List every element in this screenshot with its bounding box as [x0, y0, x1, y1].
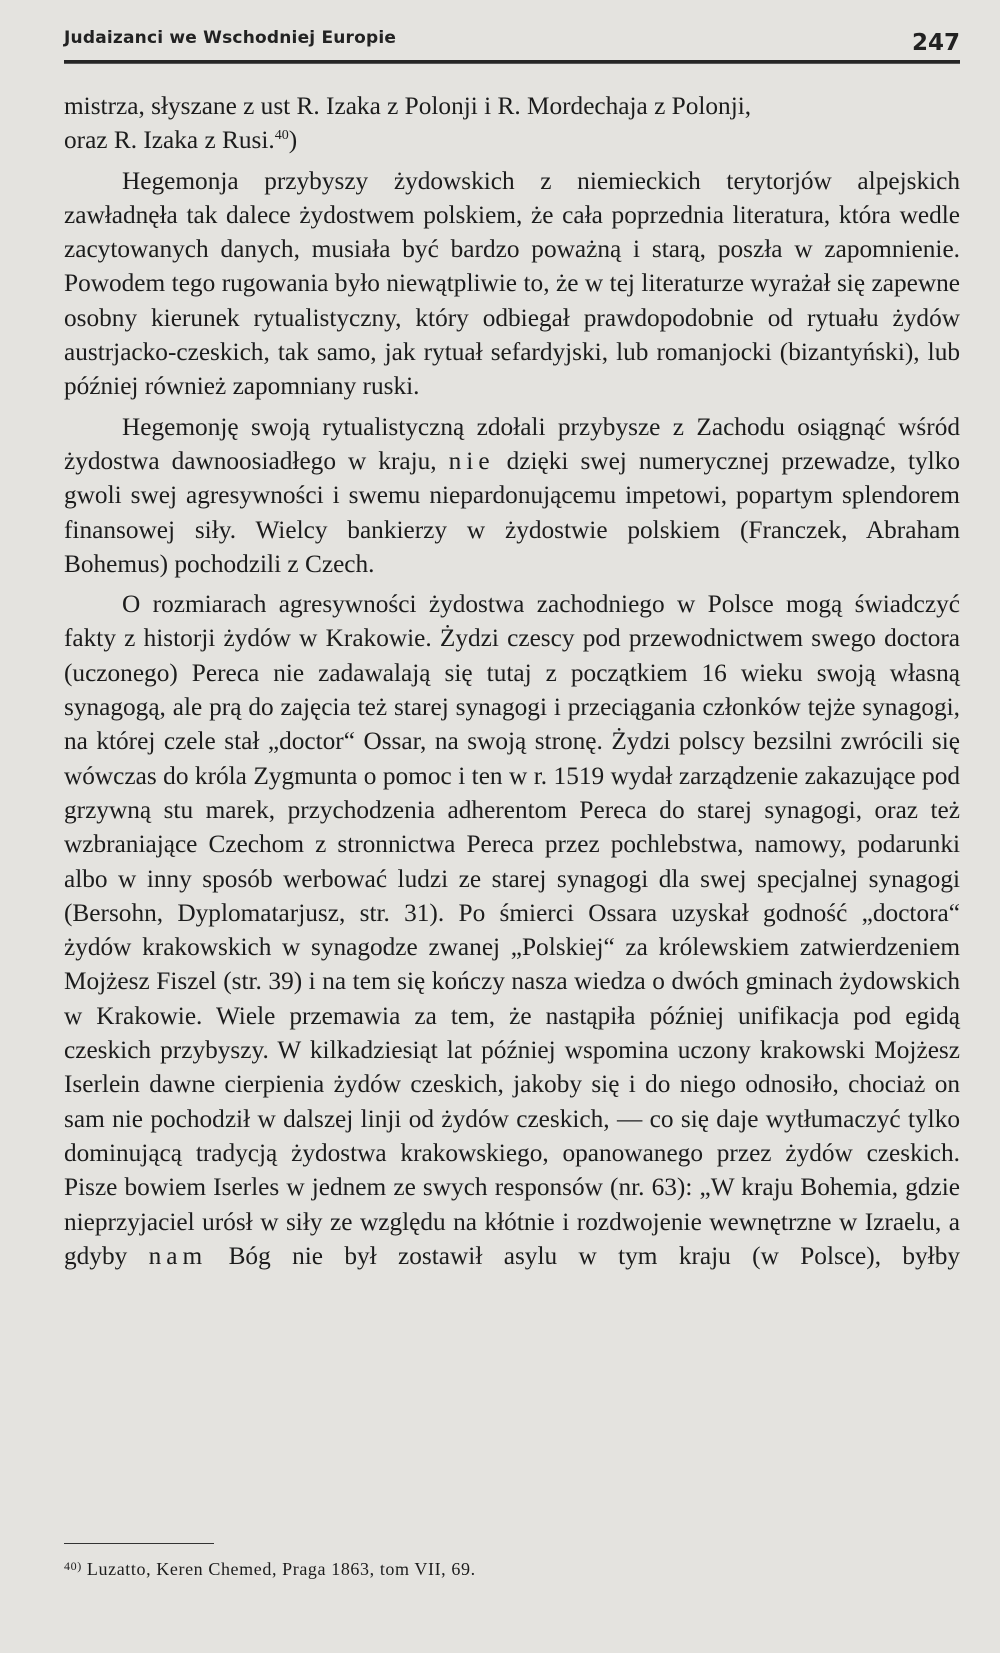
- paragraph-3: [64, 410, 960, 581]
- paragraph-4-part-2: Bóg nie był zostawił asylu w tym kraju (w Polsce), byłby: [228, 1241, 961, 1270]
- emphasis-spaced: nie: [448, 446, 495, 475]
- footnote-rule: [64, 1543, 214, 1544]
- paragraph-3-part-1: Hegemonję swoją rytualistyczną zdołali przybysze z Zachodu osiągnąć wśród żydostwa dawnoosiadłego w kraju,: [64, 412, 960, 475]
- footnote-reference: 40: [274, 128, 289, 144]
- paragraph-4: [64, 587, 960, 1273]
- page-number: 247: [911, 30, 960, 56]
- paragraph-4-part-1: O rozmiarach agresywności żydostwa zachodniego w Polsce mogą świadczyć fakty z historji żydów w Krakowie. Żydzi czescy pod przewodnictwem swego doctora (uczonego) Pereca nie zadawalają się tutaj z początkiem 16 wieku swoją własną synagogą, ale prą do zajęcia też starej synagogi i przeciągania członków tejże synagogi, na której czele stał „doctor“ Ossar, na swoją stronę. Żydzi polscy bezsilni zwrócili się wówczas do króla Zygmunta o pomoc i ten w r. 1519 wydał zarządzenie zakazujące pod grzywną stu marek, przychodzenia adherentom Pereca do starej synagogi, oraz też wzbraniające Czechom z stronnictwa Pereca przez pochlebstwa, namowy, podarunki albo w inny sposób werbować ludzi ze starej synagogi dla swej specjalnej synagogi (Bersohn, Dyplomatarjusz, str. 31). Po śmierci Ossara uzyskał godność „doctora“ żydów krakowskich w synagodze zwanej „Polskiej“ za królewskiem zatwierdzeniem Mojżesz Fiszel (str. 39) i na tem się kończy nasza wiedza o dwóch gminach żydowskich w Krakowie. Wiele przemawia za tem, że nastąpiła później unifikacja pod egidą czeskich przybyszy. W kilkadziesiąt lat później wspomina uczony krakowski Mojżesz Iserlein dawne cierpienia żydów czeskich, jakoby się i do niego odnosiło, chociaż on sam nie pochodził w dalszej linji od żydów czeskich, — co się daje wytłumaczyć tylko dominującą tradycją żydostwa krakowskiego, opanowanego przez żydów czeskich. Pisze bowiem Iserles w jednem ze swych responsów (nr. 63): „W kraju Bohemia, gdzie nieprzyjaciel urósł w siły ze względu na kłótnie i rozdwojenie wewnętrzne w Izraelu, a gdyby: [64, 590, 960, 1270]
- paragraph-2: Hegemonja przybyszy żydowskich z niemieckich terytorjów alpejskich zawładnęła tak dalece żydostwem polskiem, że cała poprzednia literatura, która wedle zacytowanych danych, musiała być bardzo poważną i starą, poszła w zapomnienie. Powodem tego rugowania było niewątpliwie to, że w tej literaturze wyrażał się zapewne osobny kierunek rytualistyczny, który odbiegał prawdopodobnie od rytuału żydów austrjacko-czeskich, tak samo, jak rytuał sefardyjski, lub romanjocki (bizantyński), lub później również zapomniany ruski.: [64, 166, 960, 401]
- footnote: [64, 1554, 960, 1581]
- emphasis-spaced: nam: [148, 1241, 208, 1270]
- footnote-mark: 40): [64, 1559, 82, 1573]
- running-head-title: Judaizanci we Wschodniej Europie: [64, 28, 397, 48]
- paragraph-1-close: ): [288, 126, 298, 155]
- paragraph-1: [64, 89, 960, 158]
- paragraph-1-line-2: oraz R. Izaka z Rusi.: [64, 126, 275, 155]
- header-rule: [64, 60, 960, 64]
- paragraph-1-line-1: mistrza, słyszane z ust R. Izaka z Polonji i R. Mordechaja z Polonji,: [64, 92, 752, 120]
- footnote-text: Luzatto, Keren Chemed, Praga 1863, tom VII, 69.: [86, 1559, 476, 1579]
- paragraph-3-part-2: dzięki swej numerycznej przewadze, tylko gwoli swej agresywności i swemu niepardonującemu impetowi, popartym splendorem finansowej siły. Wielcy bankierzy w żydostwie polskiem (Franczek, Abraham Bohemus) pochodzili z Czech.: [64, 446, 961, 578]
- running-head: [64, 22, 960, 62]
- body-text: [64, 89, 960, 1273]
